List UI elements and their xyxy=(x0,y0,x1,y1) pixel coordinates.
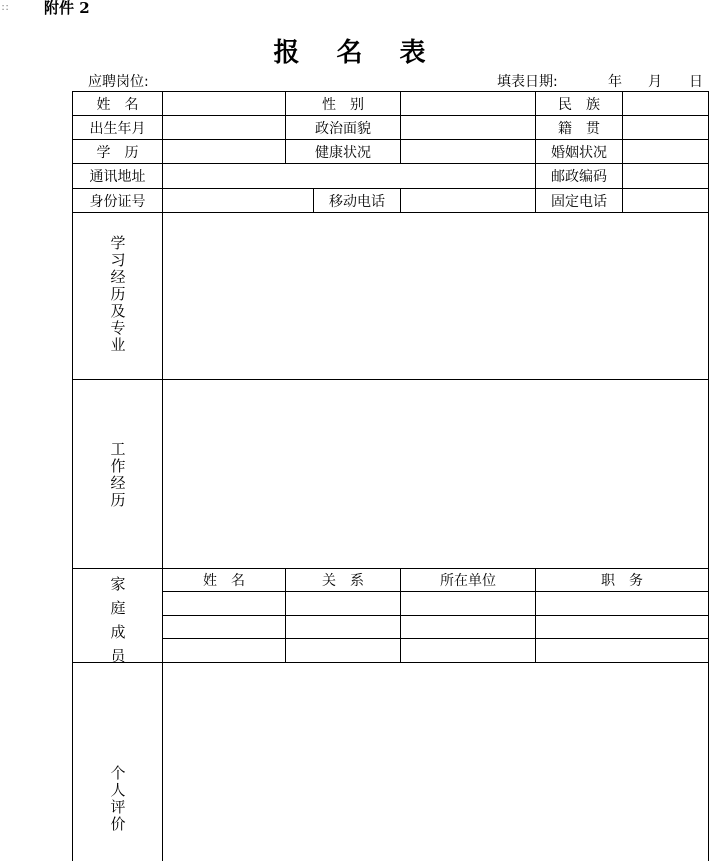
education-label: 学 历 xyxy=(96,144,139,161)
family-col-position: 职 务 xyxy=(601,573,643,589)
address-label: 通讯地址 xyxy=(89,169,146,185)
self-evaluation-input[interactable] xyxy=(163,663,708,861)
postal-code-input[interactable] xyxy=(623,164,708,188)
health-status-input[interactable] xyxy=(401,140,535,163)
date-label: 填表日期: xyxy=(497,74,558,90)
family-row[interactable] xyxy=(163,592,708,615)
native-place-label: 籍 贯 xyxy=(558,120,600,137)
year-label: 年 xyxy=(608,74,622,90)
mobile-phone-label: 移动电话 xyxy=(329,193,385,210)
family-col-relation: 关 系 xyxy=(322,573,364,589)
family-row[interactable] xyxy=(163,639,708,662)
evaluation-section-label: 个 人 评 价 xyxy=(110,764,126,833)
education-input[interactable] xyxy=(163,140,285,163)
gender-label: 性 别 xyxy=(322,96,364,113)
work-history-input[interactable] xyxy=(163,380,708,568)
page-title: 报 名 表 xyxy=(273,38,440,68)
address-input[interactable] xyxy=(163,164,535,188)
marital-status-label: 婚姻状况 xyxy=(551,144,607,161)
study-section-label: 学 习 经 历 及 专 业 xyxy=(110,234,126,354)
landline-phone-input[interactable] xyxy=(623,189,708,212)
registration-form xyxy=(72,91,709,861)
ethnicity-input[interactable] xyxy=(623,92,708,115)
family-col-workplace: 所在单位 xyxy=(440,573,496,589)
postal-code-label: 邮政编码 xyxy=(551,169,607,185)
drag-handle-icon[interactable]: ∷ xyxy=(2,3,8,14)
work-section-label: 工 作 经 历 xyxy=(110,440,126,509)
attachment-label: 附件 2 xyxy=(44,0,90,17)
day-label: 日 xyxy=(689,74,703,90)
month-label: 月 xyxy=(648,74,662,90)
mobile-phone-input[interactable] xyxy=(401,189,535,212)
family-section-label: 家 庭 成 员 xyxy=(110,575,126,665)
gender-input[interactable] xyxy=(401,92,535,115)
birth-date-label: 出生年月 xyxy=(89,120,146,137)
political-status-input[interactable] xyxy=(401,116,535,139)
id-number-input[interactable] xyxy=(163,189,313,212)
position-label: 应聘岗位: xyxy=(88,74,149,90)
native-place-input[interactable] xyxy=(623,116,708,139)
political-status-label: 政治面貌 xyxy=(315,120,371,137)
ethnicity-label: 民 族 xyxy=(558,96,600,113)
landline-phone-label: 固定电话 xyxy=(551,193,607,210)
name-label: 姓 名 xyxy=(96,96,139,113)
id-number-label: 身份证号 xyxy=(89,193,146,210)
birth-date-input[interactable] xyxy=(163,116,285,139)
marital-status-input[interactable] xyxy=(623,140,708,163)
name-input[interactable] xyxy=(163,92,285,115)
study-history-input[interactable] xyxy=(163,213,708,379)
family-col-name: 姓 名 xyxy=(203,573,245,589)
health-status-label: 健康状况 xyxy=(315,144,371,161)
family-row[interactable] xyxy=(163,616,708,638)
